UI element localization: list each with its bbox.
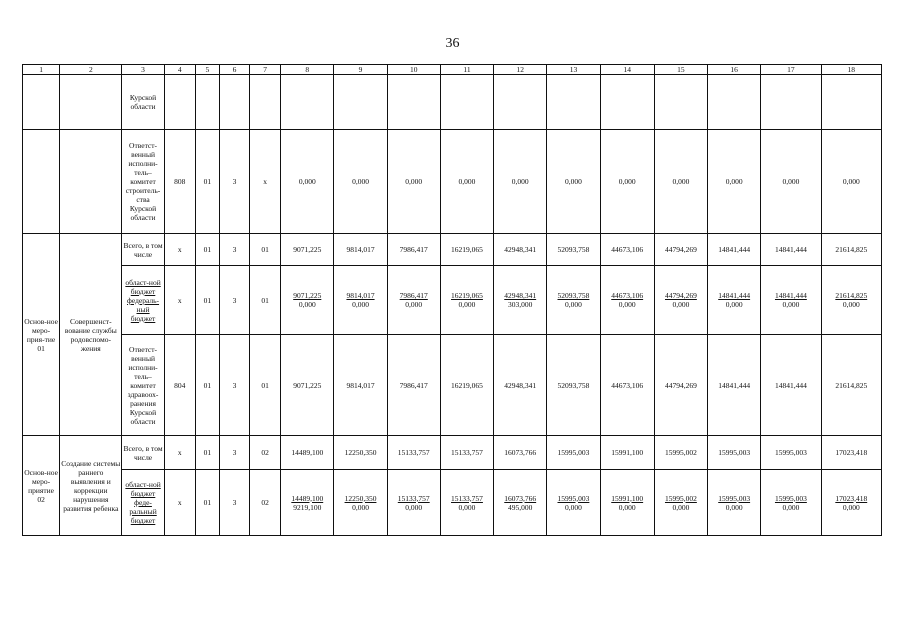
header-cell: 4 (164, 65, 195, 75)
header-cell: 10 (387, 65, 440, 75)
regional-value: 9071,225 (293, 291, 322, 300)
value-cell: 42948,341 (494, 234, 547, 266)
federal-value: 0,000 (842, 300, 860, 309)
header-cell: 3 (122, 65, 164, 75)
value-cell: 14841,444 (708, 335, 761, 436)
value-cell: 44794,269 (654, 234, 707, 266)
value-cell: 14841,444 (761, 234, 821, 266)
regional-value: 16073,766 (504, 493, 537, 503)
value-cell: 9814,017 (334, 234, 387, 266)
regional-value: 15991,100 (611, 493, 644, 503)
value-cell: 0,000 (547, 130, 600, 234)
activity-cell: Основ-ное меро-приятие 02 (23, 436, 60, 536)
table-row (23, 266, 882, 335)
source-cell: Всего, в том числе (122, 234, 164, 266)
value-cell (547, 470, 600, 536)
value-cell (761, 266, 821, 335)
value-cell (600, 266, 654, 335)
regional-value: 12250,350 (344, 493, 377, 503)
value-cell (387, 266, 440, 335)
value-cell: 16219,065 (440, 234, 493, 266)
regional-value: 9814,017 (346, 291, 375, 300)
source-cell (122, 470, 164, 536)
table-cell (547, 75, 600, 130)
code-cell: х (164, 234, 195, 266)
code-cell: 02 (250, 470, 281, 536)
federal-value: 0,000 (725, 502, 743, 512)
regional-value: 15995,003 (557, 493, 590, 503)
value-cell: 9814,017 (334, 335, 387, 436)
regional-value: 44794,269 (664, 291, 697, 300)
code-cell: х (250, 130, 281, 234)
code-cell: 01 (250, 335, 281, 436)
federal-value: 0,000 (458, 300, 476, 309)
regional-value: 44673,106 (611, 291, 644, 300)
table-cell (708, 75, 761, 130)
value-cell: 7986,417 (387, 234, 440, 266)
value-cell: 42948,341 (494, 335, 547, 436)
federal-value: 495,000 (508, 502, 533, 512)
header-cell: 15 (654, 65, 707, 75)
regional-value: 16219,065 (451, 291, 483, 300)
value-cell: 9071,225 (281, 234, 334, 266)
value-cell (494, 266, 547, 335)
table-row (23, 470, 882, 536)
table-cell (60, 75, 122, 130)
code-cell: 3 (219, 335, 249, 436)
value-cell (708, 266, 761, 335)
code-cell: 3 (219, 234, 249, 266)
code-cell: 01 (195, 470, 219, 536)
value-cell (708, 470, 761, 536)
value-cell (761, 470, 821, 536)
regional-value: 14841,444 (774, 291, 807, 300)
table-cell (440, 75, 493, 130)
header-cell: 17 (761, 65, 821, 75)
executor-cell: Ответст-венный исполни-тель– комитет здравоох-ранения Курской области (122, 335, 164, 436)
federal-value: 0,000 (352, 502, 369, 512)
federal-value: 0,000 (725, 300, 743, 309)
code-cell: 01 (195, 130, 219, 234)
regional-value: 21614,825 (835, 291, 868, 300)
regional-value: 14841,444 (718, 291, 751, 300)
regional-value: 15995,002 (664, 493, 697, 503)
code-cell: 01 (195, 266, 219, 335)
value-cell: 14489,100 (281, 436, 334, 470)
executor-cell: Ответст-венный исполни-тель– комитет строитель-ства Курской области (122, 130, 164, 234)
code-cell: 01 (195, 436, 219, 470)
code-cell: 01 (195, 335, 219, 436)
value-cell: 15995,003 (547, 436, 600, 470)
source-regional: област-ной бюджет феде-ральный бюджет (125, 480, 161, 525)
federal-value: 0,000 (405, 502, 423, 512)
value-cell (387, 470, 440, 536)
source-regional: област-ной бюджет федераль-ный бюджет (125, 277, 161, 323)
table-cell (654, 75, 707, 130)
code-cell: х (164, 470, 195, 536)
budget-table (22, 64, 882, 536)
regional-value: 7986,417 (399, 291, 428, 300)
value-cell: 0,000 (494, 130, 547, 234)
value-cell: 0,000 (387, 130, 440, 234)
federal-value: 0,000 (782, 502, 800, 512)
code-cell: х (164, 436, 195, 470)
federal-value: 0,000 (618, 300, 636, 309)
federal-value: 0,000 (565, 502, 582, 512)
federal-value: 0,000 (352, 300, 369, 309)
value-cell: 0,000 (654, 130, 707, 234)
code-cell: 3 (219, 130, 249, 234)
value-cell (281, 266, 334, 335)
value-cell: 44673,106 (600, 234, 654, 266)
value-cell (440, 470, 493, 536)
header-cell: 7 (250, 65, 281, 75)
federal-value: 0,000 (565, 300, 582, 309)
header-cell: 18 (821, 65, 881, 75)
code-cell: 01 (250, 234, 281, 266)
value-cell: 16073,766 (494, 436, 547, 470)
value-cell (600, 470, 654, 536)
regional-value: 15995,003 (718, 493, 751, 503)
table-cell (23, 75, 60, 130)
header-cell: 16 (708, 65, 761, 75)
value-cell: 15995,003 (708, 436, 761, 470)
value-cell (654, 470, 707, 536)
code-cell: 3 (219, 436, 249, 470)
value-cell: 52093,758 (547, 335, 600, 436)
regional-value: 52093,758 (557, 291, 590, 300)
table-cell (164, 75, 195, 130)
value-cell (821, 470, 881, 536)
activity-name-cell: Совершенст-вование службы родовспомо-жения (60, 234, 122, 436)
federal-value: 0,000 (672, 502, 690, 512)
table-cell (195, 75, 219, 130)
value-cell: 15133,757 (387, 436, 440, 470)
regional-value: 15995,003 (774, 493, 807, 503)
executor-cell: Курской области (122, 75, 164, 130)
value-cell: 0,000 (281, 130, 334, 234)
value-cell: 17023,418 (821, 436, 881, 470)
table-cell (281, 75, 334, 130)
value-cell: 14841,444 (761, 335, 821, 436)
header-cell: 11 (440, 65, 493, 75)
table-cell (387, 75, 440, 130)
table-cell (23, 130, 60, 234)
value-cell: 7986,417 (387, 335, 440, 436)
table-cell (600, 75, 654, 130)
code-cell: 3 (219, 470, 249, 536)
table-row (23, 436, 882, 470)
code-cell: 01 (250, 266, 281, 335)
value-cell: 15991,100 (600, 436, 654, 470)
header-cell: 2 (60, 65, 122, 75)
header-cell: 1 (23, 65, 60, 75)
source-cell: Всего, в том числе (122, 436, 164, 470)
header-cell: 12 (494, 65, 547, 75)
value-cell: 15133,757 (440, 436, 493, 470)
value-cell: 52093,758 (547, 234, 600, 266)
header-cell: 9 (334, 65, 387, 75)
code-cell: 804 (164, 335, 195, 436)
table-row (23, 75, 882, 130)
value-cell: 0,000 (761, 130, 821, 234)
page-number: 36 (445, 36, 460, 51)
header-cell: 8 (281, 65, 334, 75)
table-row (23, 130, 882, 234)
header-row (23, 65, 882, 75)
header-cell: 13 (547, 65, 600, 75)
table-cell (60, 130, 122, 234)
federal-value: 0,000 (618, 502, 636, 512)
value-cell (440, 266, 493, 335)
table-cell (761, 75, 821, 130)
value-cell: 12250,350 (334, 436, 387, 470)
table-cell (250, 75, 281, 130)
table-cell (821, 75, 881, 130)
table-row (23, 234, 882, 266)
activity-cell: Основ-ное меро-прия-тие 01 (23, 234, 60, 436)
table-cell (219, 75, 249, 130)
federal-value: 9219,100 (293, 502, 322, 512)
federal-value: 0,000 (298, 300, 316, 309)
value-cell (281, 470, 334, 536)
value-cell: 14841,444 (708, 234, 761, 266)
value-cell (547, 266, 600, 335)
value-cell: 9071,225 (281, 335, 334, 436)
table-row (23, 335, 882, 436)
federal-value: 0,000 (672, 300, 690, 309)
table-cell (494, 75, 547, 130)
code-cell: 3 (219, 266, 249, 335)
code-cell: 808 (164, 130, 195, 234)
header-cell: 5 (195, 65, 219, 75)
regional-value: 15133,757 (451, 493, 483, 503)
value-cell: 44673,106 (600, 335, 654, 436)
federal-value: 0,000 (782, 300, 800, 309)
code-cell: 02 (250, 436, 281, 470)
header-cell: 6 (219, 65, 249, 75)
federal-value: 303,000 (508, 300, 533, 309)
regional-value: 15133,757 (397, 493, 430, 503)
value-cell (821, 266, 881, 335)
code-cell: 01 (195, 234, 219, 266)
source-cell (122, 266, 164, 335)
code-cell: х (164, 266, 195, 335)
federal-value: 0,000 (405, 300, 423, 309)
value-cell: 0,000 (334, 130, 387, 234)
value-cell: 44794,269 (654, 335, 707, 436)
federal-value: 0,000 (842, 502, 860, 512)
value-cell (334, 470, 387, 536)
regional-value: 14489,100 (291, 493, 324, 503)
value-cell: 15995,003 (761, 436, 821, 470)
header-cell: 14 (600, 65, 654, 75)
value-cell: 0,000 (821, 130, 881, 234)
value-cell: 15995,002 (654, 436, 707, 470)
value-cell: 16219,065 (440, 335, 493, 436)
value-cell: 21614,825 (821, 335, 881, 436)
value-cell: 0,000 (600, 130, 654, 234)
value-cell: 0,000 (440, 130, 493, 234)
regional-value: 17023,418 (835, 493, 868, 503)
value-cell: 21614,825 (821, 234, 881, 266)
table-cell (334, 75, 387, 130)
value-cell (494, 470, 547, 536)
value-cell: 0,000 (708, 130, 761, 234)
regional-value: 42948,341 (504, 291, 537, 300)
value-cell (334, 266, 387, 335)
federal-value: 0,000 (458, 502, 476, 512)
activity-name-cell: Создание системы раннего выявления и коррекции нарушения развития ребенка (60, 436, 122, 536)
value-cell (654, 266, 707, 335)
